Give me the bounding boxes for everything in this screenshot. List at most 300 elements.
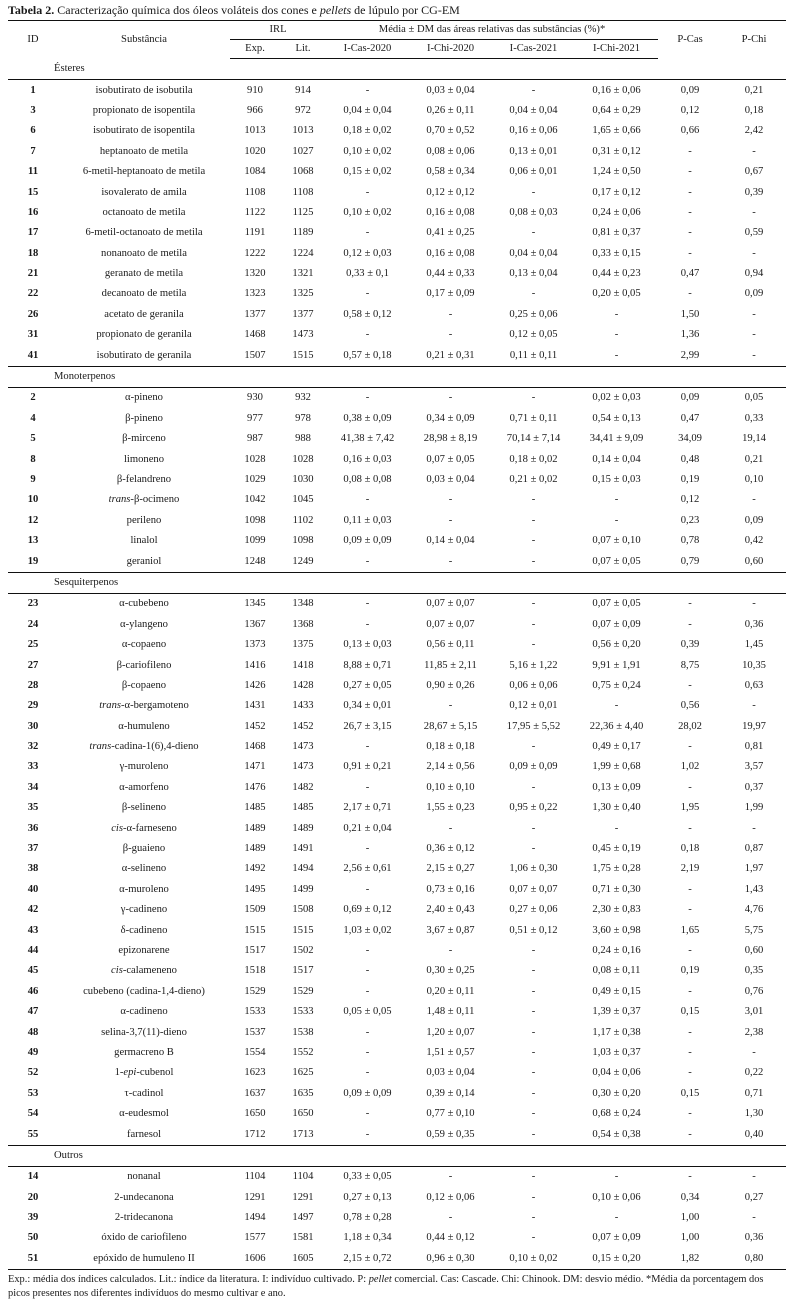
cell-ichi2021: - — [614, 329, 619, 341]
cell-id: 44 — [27, 944, 39, 956]
table-row — [8, 490, 786, 510]
cell-ichi2020: 0,58 ± 0,34 — [426, 166, 475, 178]
cell-pchi: - — [752, 598, 756, 610]
cell-pcas: - — [688, 227, 692, 239]
group-label: Ésteres — [8, 59, 786, 80]
table-row — [8, 162, 786, 182]
cell-lit: 1489 — [292, 822, 314, 834]
cell-id: 51 — [8, 1249, 58, 1270]
cell-icas2020: 0,08 ± 0,08 — [343, 474, 392, 485]
cell-substance: propionato de isopentila — [92, 104, 196, 116]
cell-lit: 988 — [295, 433, 311, 445]
cell-pchi: 0,67 — [744, 166, 764, 178]
header-lit: Lit. — [280, 40, 326, 59]
cell-id: 55 — [27, 1128, 39, 1140]
caption-text-1: Caracterização química dos óleos voláteis dos cones e — [54, 3, 320, 17]
table-row — [8, 1187, 786, 1207]
cell-substance: perileno — [126, 514, 162, 526]
cell-pcas: 0,19 — [680, 965, 700, 977]
cell-pchi: 3,01 — [744, 1006, 764, 1018]
cell-icas2020: 41,38 ± 7,42 — [340, 433, 395, 445]
cell-icas2021: - — [531, 741, 536, 753]
cell-icas2021: 1,06 ± 0,30 — [509, 863, 558, 875]
header-pchi: P-Chi — [741, 33, 767, 45]
cell-pchi: - — [752, 1046, 756, 1058]
cell-lit: 1325 — [292, 288, 314, 300]
cell-ichi2021: 1,03 ± 0,37 — [592, 1046, 641, 1058]
cell-pcas: 0,47 — [680, 268, 700, 280]
data-table — [8, 20, 786, 1270]
cell-icas2020: 2,15 ± 0,72 — [326, 1249, 409, 1270]
cell-ichi2021: 0,13 ± 0,09 — [592, 781, 641, 793]
cell-id: 49 — [27, 1046, 39, 1058]
cell-substance: isobutirato de isopentila — [93, 125, 195, 137]
cell-ichi2021: 0,15 ± 0,03 — [592, 474, 641, 485]
cell-ichi2021: 0,33 ± 0,15 — [592, 247, 641, 259]
cell-ichi2021: 0,54 ± 0,38 — [592, 1128, 641, 1140]
table-row — [8, 778, 786, 798]
cell-pcas: 0,47 — [680, 412, 700, 424]
cell-ichi2021: 0,24 ± 0,06 — [592, 206, 641, 218]
cell-substance: cubebeno (cadina-1,4-dieno) — [83, 985, 205, 997]
cell-id: 3 — [30, 104, 36, 116]
cell-icas2020: 0,05 ± 0,05 — [343, 1006, 392, 1018]
cell-ichi2020: 0,59 ± 0,35 — [426, 1128, 475, 1140]
cell-icas2020: 0,13 ± 0,03 — [343, 639, 392, 651]
table-row — [8, 1104, 786, 1124]
cell-ichi2021: 0,75 ± 0,24 — [592, 679, 641, 691]
table-row — [8, 1022, 786, 1042]
header-icas2021: I-Cas-2021 — [492, 40, 575, 59]
cell-exp: 1291 — [244, 1191, 266, 1203]
cell-id: 22 — [27, 288, 39, 300]
cell-icas2021: - — [531, 598, 536, 610]
cell-ichi2020: 0,34 ± 0,09 — [426, 412, 475, 424]
cell-icas2020: 0,15 ± 0,02 — [343, 166, 392, 178]
cell-icas2021: 0,11 ± 0,11 — [509, 349, 558, 361]
cell-ichi2020: 0,77 ± 0,10 — [426, 1108, 475, 1120]
cell-pcas: 0,23 — [680, 514, 700, 526]
cell-substance: linalol — [130, 535, 158, 547]
cell-icas2021: 0,04 ± 0,04 — [509, 247, 558, 259]
cell-ichi2021: 0,07 ± 0,05 — [592, 598, 641, 610]
cell-pchi: 0,36 — [744, 1232, 764, 1244]
cell-id: 4 — [30, 412, 36, 424]
table-row — [8, 511, 786, 531]
cell-substance: geraniol — [126, 555, 162, 567]
cell-id: 9 — [30, 474, 36, 485]
cell-ichi2021: 0,16 ± 0,06 — [592, 84, 641, 96]
cell-ichi2021: - — [614, 700, 619, 712]
cell-ichi2021: - — [614, 822, 619, 834]
cell-pcas: 2,99 — [680, 349, 700, 361]
cell-ichi2020: 0,39 ± 0,14 — [426, 1087, 475, 1099]
footnote-text-1: Exp.: média dos índices calculados. Lit.: índice da literatura. I: indivíduo cultivado. P: — [8, 1274, 369, 1286]
cell-ichi2020: 0,08 ± 0,06 — [426, 145, 475, 157]
cell-id: 53 — [27, 1087, 39, 1099]
cell-lit: 1499 — [292, 883, 314, 895]
cell-icas2020: - — [365, 598, 370, 610]
cell-substance: α-eudesmol — [119, 1108, 169, 1120]
table-row — [8, 717, 786, 737]
cell-icas2020: 1,03 ± 0,02 — [343, 924, 392, 936]
cell-lit: 1321 — [292, 268, 314, 280]
cell-exp: 1577 — [244, 1232, 266, 1244]
table-row — [8, 1167, 786, 1188]
cell-pchi: 0,10 — [744, 474, 764, 485]
cell-substance: geranato de metila — [104, 268, 184, 280]
cell-icas2020: - — [365, 1067, 370, 1079]
cell-ichi2020: - — [448, 392, 453, 404]
cell-pcas: 0,19 — [680, 474, 700, 485]
cell-lit: 914 — [295, 84, 311, 96]
cell-lit: 1102 — [292, 514, 314, 526]
cell-exp: 1606 — [230, 1249, 280, 1270]
cell-icas2021: 0,12 ± 0,05 — [509, 329, 558, 341]
cell-pcas: - — [688, 598, 692, 610]
cell-ichi2020: - — [448, 494, 453, 506]
cell-icas2020: - — [365, 288, 370, 300]
cell-exp: 1515 — [244, 924, 266, 936]
cell-ichi2021: 1,99 ± 0,68 — [592, 761, 641, 773]
cell-id: 36 — [27, 822, 39, 834]
cell-ichi2021: 0,31 ± 0,12 — [592, 145, 641, 157]
cell-pcas: - — [688, 166, 692, 178]
cell-exp: 1248 — [244, 555, 266, 567]
cell-ichi2020: 0,12 ± 0,06 — [426, 1191, 475, 1203]
cell-exp: 1122 — [244, 206, 266, 218]
cell-pcas: 1,65 — [680, 924, 700, 936]
cell-ichi2020: 3,67 ± 0,87 — [426, 924, 475, 936]
cell-id: 31 — [27, 329, 39, 341]
cell-id: 37 — [27, 843, 39, 855]
cell-lit: 1377 — [292, 308, 314, 320]
cell-pcas: 1,50 — [680, 308, 700, 320]
cell-pcas: 0,56 — [680, 700, 700, 712]
cell-ichi2020: 1,20 ± 0,07 — [426, 1026, 475, 1038]
cell-substance: trans-cadina-1(6),4-dieno — [89, 741, 199, 753]
cell-pcas: 2,19 — [680, 863, 700, 875]
cell-lit: 1098 — [292, 535, 314, 547]
cell-icas2020: 0,10 ± 0,02 — [343, 206, 392, 218]
cell-icas2021: - — [531, 514, 536, 526]
cell-id: 29 — [27, 700, 39, 712]
cell-ichi2020: 0,07 ± 0,05 — [426, 453, 475, 465]
cell-lit: 1030 — [292, 474, 314, 485]
cell-ichi2020: 28,67 ± 5,15 — [423, 720, 478, 732]
cell-lit: 1485 — [292, 802, 314, 814]
cell-ichi2020: 0,07 ± 0,07 — [426, 598, 475, 610]
cell-lit: 1104 — [292, 1171, 314, 1183]
cell-substance: selina-3,7(11)-dieno — [101, 1026, 187, 1038]
cell-icas2021: 0,07 ± 0,07 — [509, 883, 558, 895]
cell-ichi2021: 0,81 ± 0,37 — [592, 227, 641, 239]
cell-ichi2021: 0,49 ± 0,17 — [592, 741, 641, 753]
cell-pchi: 1,43 — [744, 883, 764, 895]
cell-icas2021: 70,14 ± 7,14 — [506, 433, 561, 445]
table-row — [8, 737, 786, 757]
cell-substance: β-selineno — [121, 802, 167, 814]
cell-icas2020: - — [365, 186, 370, 198]
cell-icas2020: - — [365, 329, 370, 341]
cell-exp: 1028 — [244, 453, 266, 465]
table-row — [8, 429, 786, 449]
cell-pchi: 2,38 — [744, 1026, 764, 1038]
cell-icas2021: - — [531, 1232, 536, 1244]
table-row — [8, 615, 786, 635]
cell-ichi2021: 0,64 ± 0,29 — [592, 104, 641, 116]
table-row — [8, 941, 786, 961]
cell-substance: epóxido de humuleno II — [58, 1249, 230, 1270]
cell-icas2021: 0,04 ± 0,04 — [509, 104, 558, 116]
cell-icas2021: - — [531, 1026, 536, 1038]
cell-exp: 1533 — [244, 1006, 266, 1018]
header-id: ID — [27, 33, 39, 45]
cell-ichi2020: 0,07 ± 0,07 — [426, 618, 475, 630]
cell-substance: β-guaieno — [122, 843, 166, 855]
cell-id: 48 — [27, 1026, 39, 1038]
cell-pchi: 0,42 — [744, 535, 764, 547]
cell-pchi: - — [752, 308, 756, 320]
cell-icas2021: 0,06 ± 0,01 — [509, 166, 558, 178]
cell-pcas: 0,15 — [680, 1087, 700, 1099]
table-row — [8, 982, 786, 1002]
cell-icas2021: 0,12 ± 0,01 — [509, 700, 558, 712]
cell-ichi2020: - — [448, 329, 453, 341]
cell-icas2020: - — [365, 965, 370, 977]
cell-substance: limoneno — [123, 453, 165, 465]
cell-icas2020: - — [365, 883, 370, 895]
cell-exp: 1013 — [244, 125, 266, 137]
cell-ichi2020: 0,44 ± 0,33 — [426, 268, 475, 280]
cell-ichi2021: 1,75 ± 0,28 — [592, 863, 641, 875]
cell-substance: nonanoato de metila — [101, 247, 187, 259]
cell-icas2021: - — [531, 639, 536, 651]
cell-id: 26 — [27, 308, 39, 320]
cell-substance: epizonarene — [118, 944, 170, 956]
cell-pchi: 10,35 — [742, 659, 766, 671]
table-row — [8, 1228, 786, 1248]
cell-substance: heptanoato de metila — [99, 145, 189, 157]
cell-pchi: 0,18 — [744, 104, 764, 116]
table-row — [8, 142, 786, 162]
cell-exp: 1529 — [244, 985, 266, 997]
cell-ichi2020: 0,03 ± 0,04 — [426, 1067, 475, 1079]
cell-substance: 6-metil-heptanoato de metila — [82, 166, 206, 178]
table-row — [8, 900, 786, 920]
cell-exp: 1712 — [244, 1128, 266, 1140]
cell-exp: 1554 — [244, 1046, 266, 1058]
table-header — [8, 21, 786, 59]
cell-substance: α-copaeno — [121, 639, 167, 651]
cell-id: 25 — [27, 639, 39, 651]
cell-icas2020: 0,11 ± 0,03 — [343, 514, 392, 526]
cell-ichi2020: 0,36 ± 0,12 — [426, 843, 475, 855]
cell-ichi2021: 0,07 ± 0,09 — [592, 1232, 641, 1244]
cell-substance: δ-cadineno — [120, 924, 168, 936]
table-row — [8, 1002, 786, 1022]
cell-lit: 1045 — [292, 494, 314, 506]
cell-pchi: 19,14 — [742, 433, 766, 445]
cell-icas2021: 0,08 ± 0,03 — [509, 206, 558, 218]
table-row — [8, 449, 786, 469]
table-row — [8, 305, 786, 325]
cell-ichi2020: - — [448, 944, 453, 956]
group-row — [8, 572, 786, 593]
cell-exp: 1507 — [244, 349, 266, 361]
cell-icas2020: 0,09 ± 0,09 — [343, 1087, 392, 1099]
cell-pcas: - — [688, 186, 692, 198]
group-row — [8, 59, 786, 80]
cell-exp: 1537 — [244, 1026, 266, 1038]
cell-pchi: - — [752, 822, 756, 834]
header-substance: Substância — [121, 33, 167, 45]
cell-id: 54 — [27, 1108, 39, 1120]
cell-icas2021: - — [531, 618, 536, 630]
cell-lit: 1189 — [292, 227, 314, 239]
cell-lit: 1625 — [292, 1067, 314, 1079]
cell-substance: octanoato de metila — [102, 206, 186, 218]
cell-exp: 1492 — [244, 863, 266, 875]
cell-ichi2020: 0,10 ± 0,10 — [426, 781, 475, 793]
header-ichi2021: I-Chi-2021 — [575, 40, 658, 59]
cell-ichi2020: 0,03 ± 0,04 — [426, 84, 475, 96]
cell-pcas: - — [688, 1067, 692, 1079]
cell-ichi2020: 0,17 ± 0,09 — [426, 288, 475, 300]
group-row — [8, 366, 786, 387]
cell-pchi: 0,22 — [744, 1067, 764, 1079]
cell-pchi: 1,30 — [744, 1108, 764, 1120]
cell-icas2020: 0,27 ± 0,13 — [343, 1191, 392, 1203]
header-irl: IRL — [230, 21, 326, 40]
cell-ichi2020: 11,85 ± 2,11 — [424, 659, 477, 671]
cell-icas2021: - — [531, 555, 536, 567]
cell-icas2021: - — [531, 944, 536, 956]
cell-id: 50 — [27, 1232, 39, 1244]
cell-pchi: 1,45 — [744, 639, 764, 651]
cell-pcas: 1,00 — [680, 1232, 700, 1244]
cell-ichi2020: 2,14 ± 0,56 — [426, 761, 475, 773]
cell-lit: 1375 — [292, 639, 314, 651]
cell-ichi2021: - — [614, 308, 619, 320]
cell-exp: 1517 — [244, 944, 266, 956]
header-pcas: P-Cas — [677, 33, 703, 45]
cell-exp: 1416 — [244, 659, 266, 671]
table-row — [8, 284, 786, 304]
cell-icas2020: 2,17 ± 0,71 — [343, 802, 392, 814]
table-row — [8, 1084, 786, 1104]
cell-substance: nonanal — [127, 1171, 161, 1183]
cell-icas2020: 8,88 ± 0,71 — [343, 659, 392, 671]
cell-id: 45 — [27, 965, 39, 977]
table-row — [8, 696, 786, 716]
cell-exp: 987 — [247, 433, 263, 445]
cell-icas2020: 0,91 ± 0,21 — [343, 761, 392, 773]
cell-icas2020: 0,16 ± 0,03 — [343, 453, 392, 465]
cell-icas2021: 0,51 ± 0,12 — [509, 924, 558, 936]
cell-substance: α-humuleno — [118, 720, 170, 732]
cell-id: 34 — [27, 781, 39, 793]
cell-pchi: 5,75 — [744, 924, 764, 936]
cell-pcas: - — [688, 206, 692, 218]
cell-ichi2021: 0,71 ± 0,30 — [592, 883, 641, 895]
cell-ichi2021: 1,65 ± 0,66 — [592, 125, 641, 137]
table-row — [8, 182, 786, 202]
cell-substance: propionato de geranila — [96, 329, 192, 341]
cell-icas2020: - — [365, 1128, 370, 1140]
table-row — [8, 859, 786, 879]
cell-pcas: - — [688, 618, 692, 630]
cell-substance: 6-metil-octanoato de metila — [85, 227, 203, 239]
cell-substance: β-mirceno — [122, 433, 166, 445]
cell-icas2021: - — [531, 1171, 536, 1183]
cell-ichi2020: 0,90 ± 0,26 — [426, 679, 475, 691]
cell-ichi2021: 0,15 ± 0,20 — [575, 1249, 658, 1270]
cell-pcas: 0,15 — [680, 1006, 700, 1018]
cell-ichi2021: 1,17 ± 0,38 — [592, 1026, 641, 1038]
cell-id: 39 — [27, 1212, 39, 1224]
cell-exp: 1468 — [244, 741, 266, 753]
cell-icas2020: - — [365, 985, 370, 997]
cell-ichi2021: 0,07 ± 0,05 — [592, 555, 641, 567]
cell-icas2020: 0,27 ± 0,05 — [343, 679, 392, 691]
table-row — [8, 757, 786, 777]
cell-lit: 1533 — [292, 1006, 314, 1018]
cell-icas2020: 0,10 ± 0,02 — [343, 145, 392, 157]
cell-icas2021: - — [531, 822, 536, 834]
cell-pchi: 0,60 — [744, 944, 764, 956]
cell-substance: farnesol — [126, 1128, 162, 1140]
cell-substance: α-pineno — [125, 392, 163, 404]
cell-exp: 1431 — [244, 700, 266, 712]
cell-lit: 1515 — [292, 349, 314, 361]
cell-pcas: 1,02 — [680, 761, 700, 773]
cell-pchi: - — [752, 1212, 756, 1224]
cell-lit: 1494 — [292, 863, 314, 875]
cell-icas2021: - — [531, 392, 536, 404]
cell-icas2021: - — [531, 1087, 536, 1099]
cell-pcas: - — [688, 985, 692, 997]
cell-icas2020: - — [365, 494, 370, 506]
cell-lit: 1108 — [292, 186, 314, 198]
cell-ichi2021: 0,20 ± 0,05 — [592, 288, 641, 300]
cell-pchi: 0,63 — [744, 679, 764, 691]
cell-ichi2020: 0,14 ± 0,04 — [426, 535, 475, 547]
cell-icas2020: 0,78 ± 0,28 — [343, 1212, 392, 1224]
cell-pcas: - — [688, 1046, 692, 1058]
cell-ichi2021: 0,54 ± 0,13 — [592, 412, 641, 424]
cell-id: 47 — [27, 1006, 39, 1018]
cell-ichi2020: 1,55 ± 0,23 — [426, 802, 475, 814]
cell-id: 14 — [27, 1171, 39, 1183]
table-row — [8, 203, 786, 223]
cell-lit: 1473 — [292, 329, 314, 341]
cell-substance: α-cadineno — [120, 1006, 168, 1018]
table-row — [8, 1063, 786, 1083]
footnote-text-2: comercial. Cas: Cascade. Chi: Chinook. DM: desvio médio. *Média da porcentagem dos picos presentes nos diferentes indivíduos do mesmo cultivar e ano. — [8, 1274, 764, 1300]
cell-exp: 1452 — [244, 720, 266, 732]
cell-ichi2020: 28,98 ± 8,19 — [423, 433, 478, 445]
cell-exp: 1637 — [244, 1087, 266, 1099]
cell-ichi2021: 0,14 ± 0,04 — [592, 453, 641, 465]
cell-lit: 1452 — [292, 720, 314, 732]
cell-ichi2020: 0,44 ± 0,12 — [426, 1232, 475, 1244]
cell-exp: 1373 — [244, 639, 266, 651]
cell-substance: α-selineno — [121, 863, 167, 875]
cell-pcas: 1,00 — [680, 1212, 700, 1224]
cell-ichi2020: 0,96 ± 0,30 — [409, 1249, 492, 1270]
cell-substance: isobutirato de isobutila — [95, 84, 193, 96]
